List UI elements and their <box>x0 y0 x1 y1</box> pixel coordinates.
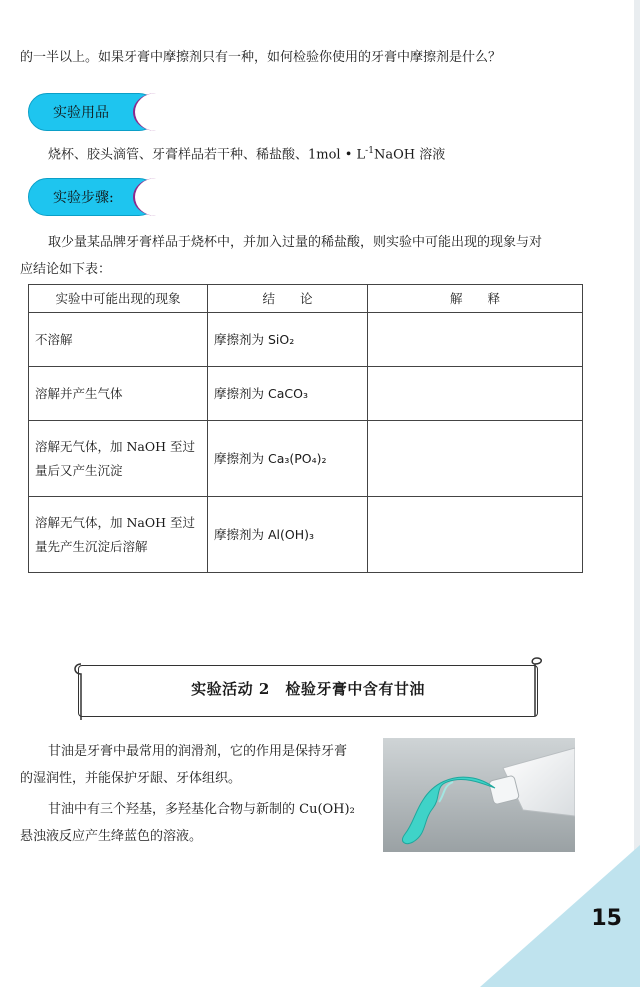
conclusion-formula: Ca₃(PO₄)₂ <box>267 450 327 466</box>
section-label-steps-text: 实验步骤: <box>53 190 114 206</box>
intro-text: 的一半以上。如果牙膏中摩擦剂只有一种，如何检验你使用的牙膏中摩擦剂是什么？ <box>20 50 502 65</box>
glycerol-para2-line2: 悬浊液反应产生绛蓝色的溶液。 <box>20 829 203 844</box>
glycerol-para1-line1: 甘油是牙膏中最常用的润滑剂，它的作用是保持牙膏 <box>48 744 348 759</box>
phenomenon-cell: 溶解无气体，加 NaOH 至过量先产生沉淀后溶解 <box>29 497 208 573</box>
conclusion-prefix: 摩擦剂为 <box>214 385 268 401</box>
phenomenon-cell: 溶解并产生气体 <box>29 367 208 421</box>
conclusion-formula: SiO₂ <box>267 331 295 347</box>
table-header: 解 释 <box>368 285 583 313</box>
table-header: 结 论 <box>208 285 368 313</box>
conclusion-formula: CaCO₃ <box>267 385 308 401</box>
phenomenon-cell: 不溶解 <box>29 313 208 367</box>
steps-line-2: 应结论如下表： <box>20 262 112 277</box>
conclusion-formula: Al(OH)₃ <box>267 526 315 542</box>
glycerol-para1-line2: 的湿润性，并能保护牙龈、牙体组织。 <box>20 771 242 786</box>
conclusion-prefix: 摩擦剂为 <box>214 450 268 466</box>
materials-suffix: NaOH 溶液 <box>373 147 446 163</box>
activity-title: 实验活动 2 检验牙膏中含有甘油 <box>191 680 425 698</box>
page-number: 15 <box>591 906 622 931</box>
table-header: 实验中可能出现的现象 <box>29 285 208 313</box>
phenomenon-cell: 溶解无气体，加 NaOH 至过量后又产生沉淀 <box>29 421 208 497</box>
materials-prefix: 烧杯、胶头滴管、牙膏样品若干种、稀盐酸、1mol • L <box>48 147 366 163</box>
glycerol-para2-line1: 甘油中有三个羟基，多羟基化合物与新制的 Cu(OH)₂ <box>48 802 355 817</box>
conclusion-prefix: 摩擦剂为 <box>214 331 268 347</box>
steps-line-1: 取少量某品牌牙膏样品于烧杯中，并加入过量的稀盐酸，则实验中可能出现的现象与对 <box>48 235 543 250</box>
section-label-materials-text: 实验用品 <box>53 105 109 121</box>
conclusion-prefix: 摩擦剂为 <box>214 526 268 542</box>
materials-sup: -1 <box>365 146 374 156</box>
